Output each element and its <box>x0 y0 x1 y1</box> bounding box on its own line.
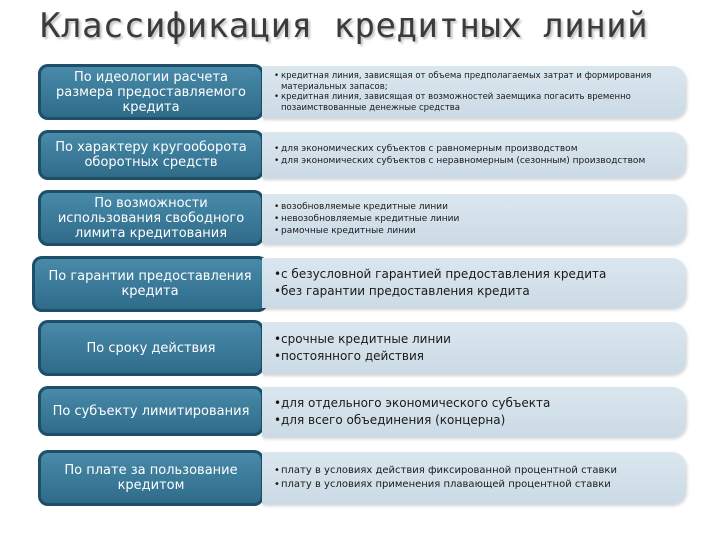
details-box <box>262 132 686 178</box>
details-box <box>262 258 686 308</box>
list-item: • без гарантии предоставления кредита <box>274 283 686 300</box>
list-item: • с безусловной гарантией предоставления кредита <box>274 266 686 283</box>
category-box: По плате за пользование кредитом <box>38 450 264 506</box>
page-title: Классификация кредитных линий <box>40 6 649 46</box>
list-item: • кредитная линия, зависящая от возможностей заемщика погасить временно позаимствованные денежные средства <box>274 92 686 113</box>
list-item: • возобновляемые кредитные линии <box>274 201 686 213</box>
list-item: • для экономических субъектов с равномерным производством <box>274 143 686 155</box>
category-box: По идеологии расчета размера предоставляемого кредита <box>38 64 264 120</box>
list-item: • невозобновляемые кредитные линии <box>274 213 686 225</box>
list-item: • плату в условиях применения плавающей процентной ставки <box>274 478 686 492</box>
list-item: • срочные кредитные линии <box>274 331 686 348</box>
details-list <box>274 395 686 429</box>
details-list <box>274 464 686 492</box>
details-box <box>262 66 686 118</box>
details-list <box>274 71 686 113</box>
details-list <box>274 331 686 365</box>
category-box: По возможности использования свободного лимита кредитования <box>38 190 264 246</box>
list-item: • для отдельного экономического субъекта <box>274 395 686 412</box>
category-box: По сроку действия <box>38 320 264 376</box>
details-list <box>274 266 686 300</box>
list-item: • для всего объединения (концерна) <box>274 412 686 429</box>
details-list <box>274 201 686 237</box>
details-box <box>262 452 686 504</box>
category-box: По гарантии предоставления кредита <box>32 256 268 312</box>
list-item: • рамочные кредитные линии <box>274 225 686 237</box>
details-box <box>262 194 686 244</box>
category-box: По характеру кругооборота оборотных средств <box>38 130 264 180</box>
details-list <box>274 143 686 167</box>
list-item: • постоянного действия <box>274 348 686 365</box>
list-item: • плату в условиях действия фиксированной процентной ставки <box>274 464 686 478</box>
category-box: По субъекту лимитирования <box>38 386 264 436</box>
list-item: • для экономических субъектов с неравномерным (сезонным) производством <box>274 155 686 167</box>
details-box <box>262 387 686 437</box>
details-box <box>262 322 686 374</box>
list-item: • кредитная линия, зависящая от объема предполагаемых затрат и формирования материальных запасов; <box>274 71 686 92</box>
